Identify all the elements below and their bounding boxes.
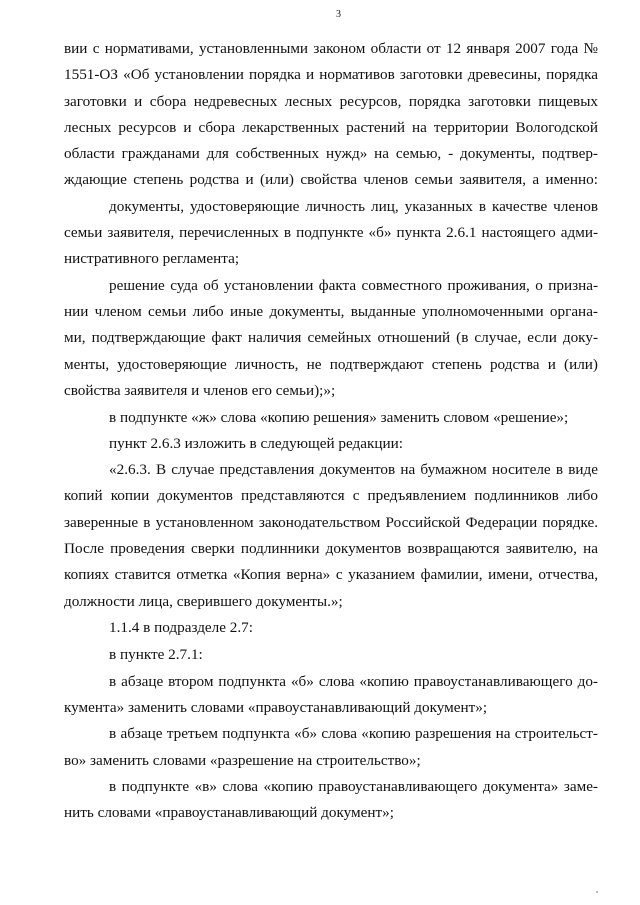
text-line: нить словами «правоустанавливающий документ»; [64, 804, 394, 821]
text-line: нистративного регламента; [64, 250, 240, 267]
text-line: «2.6.3. В случае представления документов на бумажном носителе в виде [109, 461, 598, 478]
text-line: в абзаце втором подпункта «б» слова «копию правоустанавливающего до- [109, 673, 598, 690]
page-number: 3 [336, 9, 341, 20]
text-line: После проведения сверки подлинники документов возвращаются заявителю, на [64, 540, 598, 557]
text-line: во» заменить словами «разрешение на строительство»; [64, 752, 421, 769]
text-line: 1551-ОЗ «Об установлении порядка и нормативов заготовки древесины, порядка [64, 66, 598, 83]
text-line: менты, удостоверяющие личность, не подтверждают степень родства и (или) [64, 356, 598, 373]
text-line: свойства заявителя и членов его семьи);»; [64, 382, 336, 399]
text-line: копий копии документов представляются с предъявлением подлинников либо [64, 487, 598, 504]
text-line: в подпункте «в» слова «копию правоустанавливающего документа» заме- [109, 778, 598, 795]
text-line: нии членом семьи либо иные документы, выданные уполномоченными органа- [64, 303, 598, 320]
text-line: семьи заявителя, перечисленных в подпункте «б» пункта 2.6.1 настоящего адми- [64, 224, 598, 241]
text-line: пункт 2.6.3 изложить в следующей редакции: [109, 435, 403, 452]
text-line: вии с нормативами, установленными законом области от 12 января 2007 года № [64, 40, 598, 57]
text-line: копиях ставится отметка «Копия верна» с указанием фамилии, имени, отчества, [64, 566, 598, 583]
text-line: области гражданами для собственных нужд» на семью, - документы, подтвер- [64, 145, 598, 162]
text-line: документы, удостоверяющие личность лиц, указанных в качестве членов [109, 198, 598, 215]
text-line: заготовки и сбора недревесных лесных ресурсов, порядка заготовки пищевых [64, 93, 598, 110]
text-line: лесных ресурсов и сбора лекарственных растений на территории Вологодской [64, 119, 598, 136]
text-line: в пункте 2.7.1: [109, 646, 203, 663]
text-line: ми, подтверждающие факт наличия семейных отношений (в случае, если доку- [64, 329, 598, 346]
text-line: должности лица, сверившего документы.»; [64, 593, 343, 610]
text-line: в подпункте «ж» слова «копию решения» заменить словом «решение»; [109, 409, 569, 426]
text-line: 1.1.4 в подразделе 2.7: [109, 619, 253, 636]
text-line: кумента» заменить словами «правоустанавливающий документ»; [64, 699, 488, 716]
text-line: решение суда об установлении факта совместного проживания, о призна- [109, 277, 598, 294]
text-line: в абзаце третьем подпункта «б» слова «копию разрешения на строительст- [109, 725, 598, 742]
text-line: заверенные в установленном законодательством Российской Федерации порядке. [64, 514, 598, 531]
text-line: ждающие степень родства и (или) свойства членов семьи заявителя, а именно: [64, 171, 598, 188]
scan-speck [596, 891, 598, 893]
